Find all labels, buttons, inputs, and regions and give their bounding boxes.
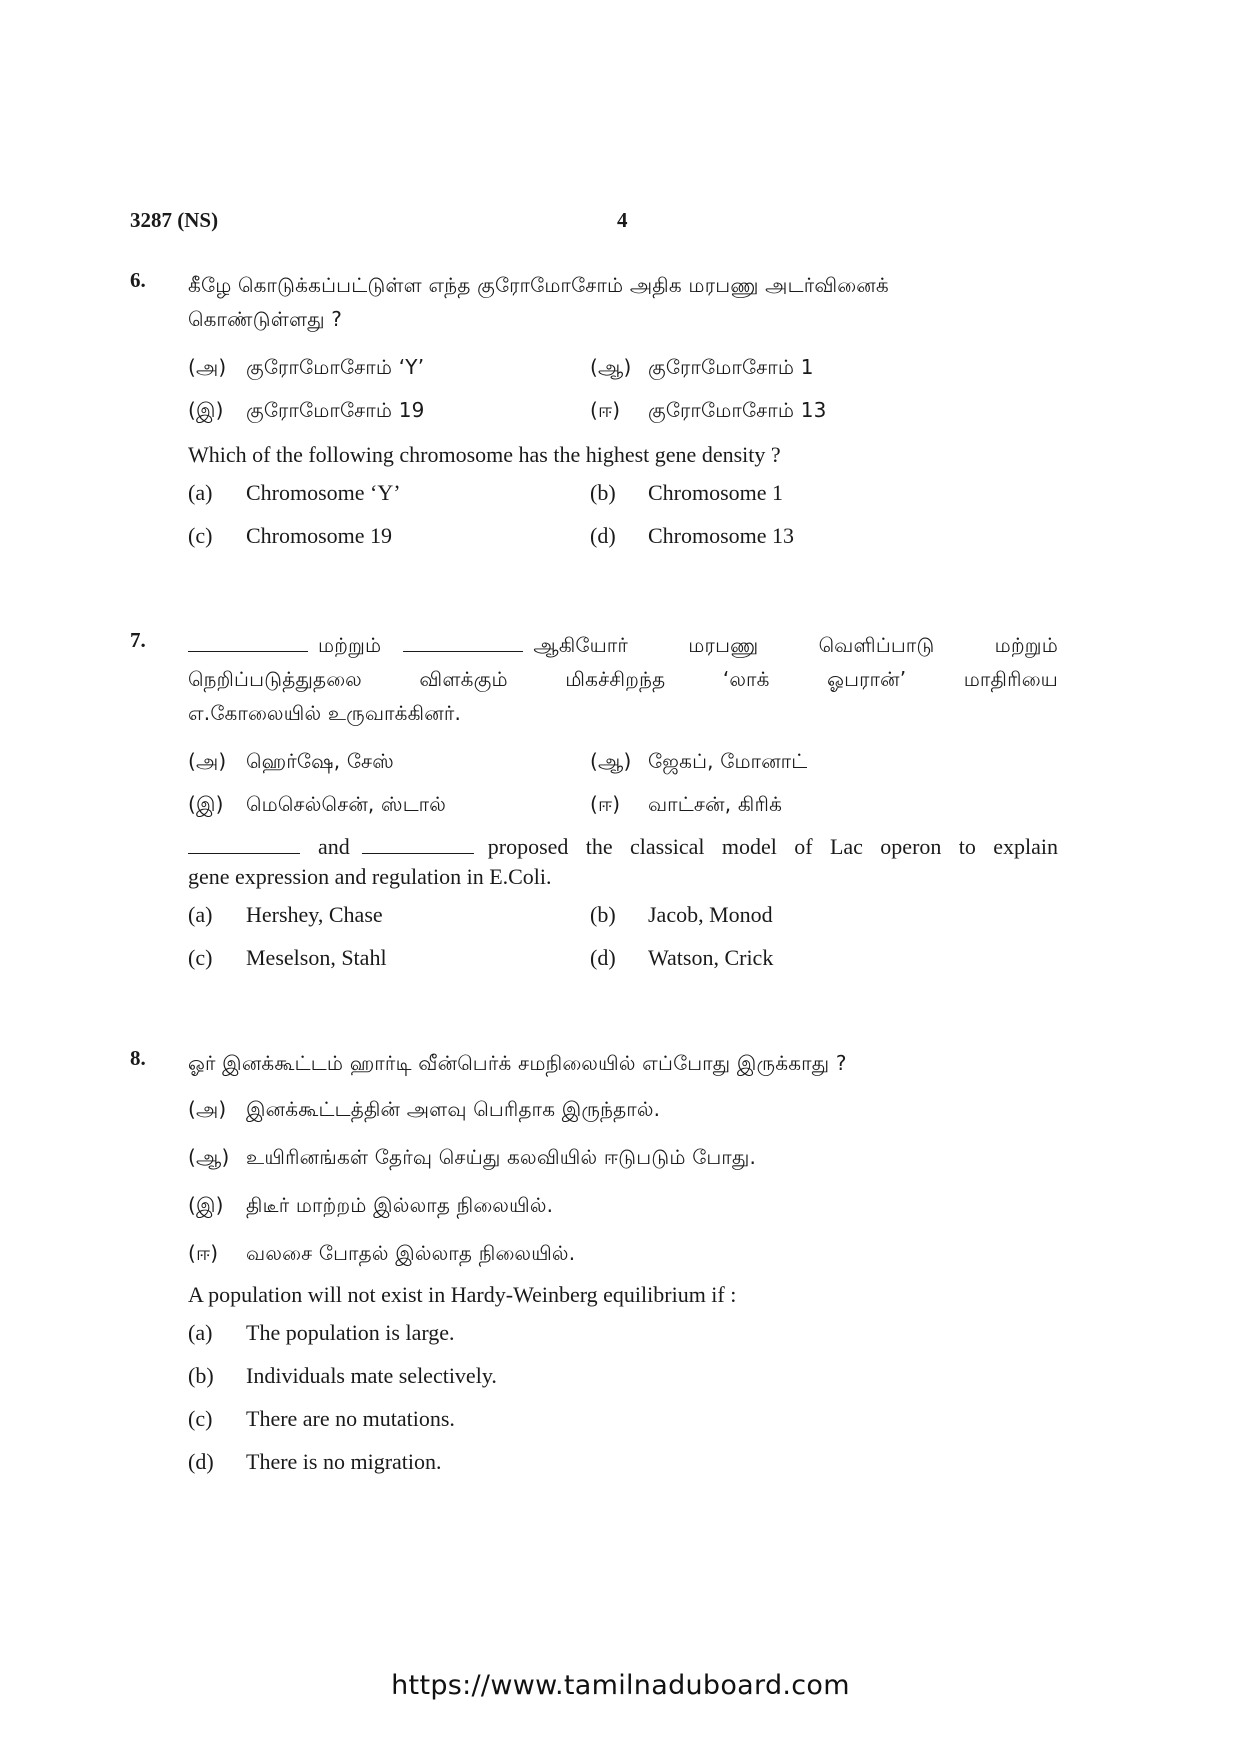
fill-blank <box>188 833 300 854</box>
option-text: The population is large. <box>246 1320 455 1345</box>
english-option-d <box>188 1447 1058 1490</box>
tamil-options <box>188 350 1058 436</box>
option-label: (d) <box>590 523 616 548</box>
question-body <box>188 628 1058 986</box>
tamil-option-c <box>188 787 590 830</box>
tamil-option-a <box>188 1092 1058 1140</box>
option-text: ஜேகப், மோனாட் <box>648 749 808 773</box>
option-label: (ஆ) <box>590 355 632 379</box>
footer-url[interactable]: https://www.tamilnaduboard.com <box>391 1670 850 1701</box>
tamil-stem-line: கொண்டுள்ளது ? <box>188 307 343 331</box>
question-body <box>188 268 1058 564</box>
question-number: 7. <box>130 628 146 652</box>
tamil-stem-line: கீழே கொடுக்கப்பட்டுள்ள எந்த குரோமோசோம் அதிக மரபணு அடர்வினைக் <box>188 273 889 297</box>
tamil-stem-line: எ.கோலையில் உருவாக்கினர். <box>188 701 462 725</box>
english-stem-line: gene expression and regulation in E.Coli. <box>188 864 552 889</box>
english-option-a <box>188 900 590 943</box>
option-text: குரோமோசோம் ‘Y’ <box>246 355 425 379</box>
english-option-c <box>188 943 590 986</box>
english-stem: Which of the following chromosome has the highest gene density ? <box>188 442 781 467</box>
tamil-stem <box>188 628 1058 730</box>
option-label: (இ) <box>188 792 224 816</box>
option-text: Chromosome ‘Y’ <box>246 480 401 505</box>
tamil-option-a <box>188 744 590 787</box>
tamil-stem-line: நெறிப்படுத்துதலை விளக்கும் மிகச்சிறந்த ‘லாக் ஓபரான்’ மாதிரியை <box>188 667 1058 691</box>
english-option-c <box>188 1404 1058 1447</box>
option-label: (c) <box>188 523 213 548</box>
option-text: Individuals mate selectively. <box>246 1363 497 1388</box>
option-text: குரோமோசோம் 13 <box>648 398 827 422</box>
option-label: (d) <box>590 945 616 970</box>
option-text: Chromosome 19 <box>246 523 393 548</box>
question-number: 8. <box>130 1046 146 1070</box>
tamil-option-c <box>188 1188 1058 1236</box>
english-stem-line <box>188 832 1058 862</box>
option-text: வலசை போதல் இல்லாத நிலையில். <box>246 1241 576 1265</box>
option-label: (a) <box>188 480 213 505</box>
option-label: (ஈ) <box>188 1241 219 1265</box>
english-stem-text: and <box>318 834 350 859</box>
tamil-stem: ஓர் இனக்கூட்டம் ஹார்டி வீன்பெர்க் சமநிலையில் எப்போது இருக்காது ? <box>188 1051 847 1075</box>
option-label: (ஆ) <box>590 749 632 773</box>
option-text: There is no migration. <box>246 1449 442 1474</box>
english-option-b <box>590 900 1050 943</box>
option-label: (b) <box>188 1363 214 1388</box>
option-label: (அ) <box>188 355 227 379</box>
english-option-a <box>188 1318 1058 1361</box>
option-text: Chromosome 1 <box>648 480 784 505</box>
fill-blank <box>403 633 523 652</box>
fill-blank <box>362 833 474 854</box>
page-header <box>130 208 1130 238</box>
tamil-option-b <box>590 744 1050 787</box>
option-text: உயிரினங்கள் தேர்வு செய்து கலவியில் ஈடுபடும் போது. <box>246 1145 757 1169</box>
fill-blank <box>188 633 308 652</box>
option-label: (a) <box>188 902 213 927</box>
option-label: (c) <box>188 945 213 970</box>
option-label: (ஈ) <box>590 398 621 422</box>
tamil-options <box>188 1092 1058 1284</box>
tamil-option-b <box>188 1140 1058 1188</box>
option-text: Jacob, Monod <box>648 902 773 927</box>
english-option-c <box>188 521 590 564</box>
english-option-d <box>590 943 1050 986</box>
option-text: ஹெர்ஷே, சேஸ் <box>246 749 394 773</box>
tamil-option-d <box>590 393 1050 436</box>
option-text: திடீர் மாற்றம் இல்லாத நிலையில். <box>246 1193 554 1217</box>
english-stem-text: proposed the classical model of Lac operon to explain <box>487 834 1058 859</box>
english-stem: A population will not exist in Hardy-Weinberg equilibrium if : <box>188 1282 737 1307</box>
page-number: 4 <box>617 208 628 232</box>
tamil-stem-line <box>188 628 1058 662</box>
tamil-stem-text: ஆகியோர் மரபணு வெளிப்பாடு மற்றும் <box>533 633 1058 657</box>
option-text: வாட்சன், கிரிக் <box>648 792 783 816</box>
option-label: (b) <box>590 902 616 927</box>
english-option-a <box>188 478 590 521</box>
option-label: (ஆ) <box>188 1145 230 1169</box>
option-text: Watson, Crick <box>648 945 774 970</box>
option-label: (b) <box>590 480 616 505</box>
english-option-d <box>590 521 1050 564</box>
tamil-option-b <box>590 350 1050 393</box>
english-options <box>188 478 1058 564</box>
english-option-b <box>590 478 1050 521</box>
option-label: (இ) <box>188 398 224 422</box>
option-text: Hershey, Chase <box>246 902 383 927</box>
english-stem <box>188 832 1058 892</box>
option-text: There are no mutations. <box>246 1406 455 1431</box>
english-options <box>188 900 1058 986</box>
option-label: (அ) <box>188 749 227 773</box>
option-label: (அ) <box>188 1097 227 1121</box>
option-label: (d) <box>188 1449 214 1474</box>
option-text: இனக்கூட்டத்தின் அளவு பெரிதாக இருந்தால். <box>246 1097 661 1121</box>
tamil-option-d <box>590 787 1050 830</box>
tamil-stem-text: மற்றும் <box>318 633 382 657</box>
option-text: குரோமோசோம் 19 <box>246 398 425 422</box>
paper-code: 3287 (NS) <box>130 208 219 232</box>
tamil-option-c <box>188 393 590 436</box>
option-text: குரோமோசோம் 1 <box>648 355 814 379</box>
option-text: மெசெல்சென், ஸ்டால் <box>246 792 447 816</box>
english-option-b <box>188 1361 1058 1404</box>
tamil-option-d <box>188 1236 1058 1284</box>
option-text: Chromosome 13 <box>648 523 795 548</box>
question-number: 6. <box>130 268 146 292</box>
tamil-option-a <box>188 350 590 393</box>
tamil-options <box>188 744 1058 830</box>
english-options <box>188 1318 1058 1490</box>
option-label: (ஈ) <box>590 792 621 816</box>
option-label: (a) <box>188 1320 213 1345</box>
option-text: Meselson, Stahl <box>246 945 387 970</box>
option-label: (c) <box>188 1406 213 1431</box>
option-label: (இ) <box>188 1193 224 1217</box>
tamil-stem <box>188 268 1058 336</box>
question-body <box>188 1046 1058 1490</box>
